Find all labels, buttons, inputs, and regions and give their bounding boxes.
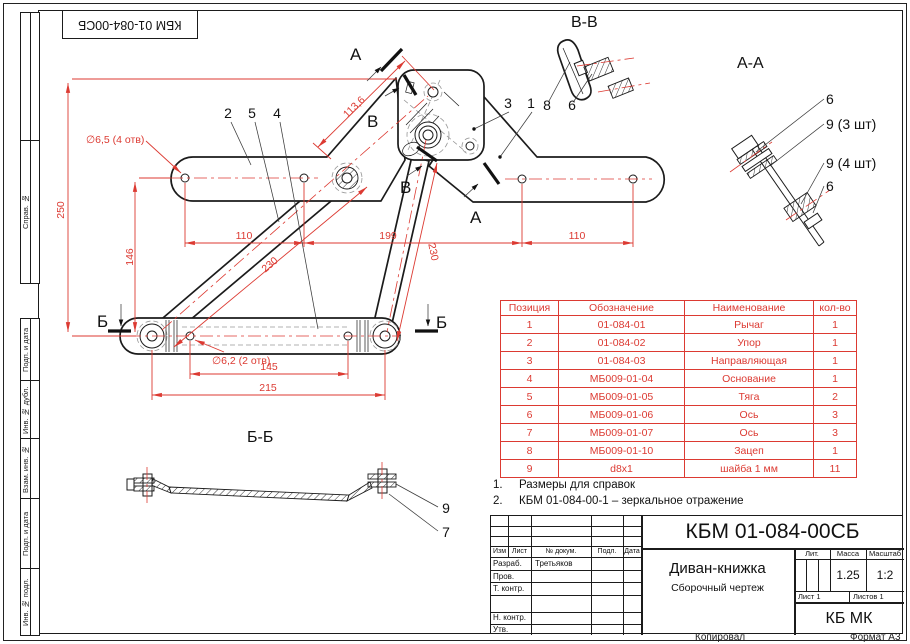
cell: 1 [501,316,559,334]
hub-hole-center [423,130,433,140]
cell: 1 [814,334,857,352]
side-label: Взам. инв. № [21,445,30,493]
section-letter-v-top: В [367,112,379,131]
arm-pivot-hole [342,173,352,183]
callout-6-bottom: 6 [826,178,834,194]
cell: Зацеп [685,442,814,460]
cell: 01-084-03 [559,352,685,370]
tb-label-nkontr: Н. контр. [493,613,527,622]
cell: МБ009-01-10 [559,442,685,460]
cell: МБ009-01-06 [559,406,685,424]
dim-230-right: 230 [425,242,441,262]
tb-label-masshtab: Масштаб [868,549,902,558]
note-number: 2. [493,495,503,507]
tb-label-prov: Пров. [493,572,515,581]
tb-label-razrab: Разраб. [493,559,522,568]
cell: 11 [814,460,857,478]
footer-format: Формат А3 [850,632,901,643]
note-text: КБМ 01-084-00-1 – зеркальное отражение [519,495,744,507]
tb-massa-value: 1.25 [836,568,860,582]
cell: Упор [685,334,814,352]
table-row [501,316,857,334]
tb-label-list: Лист [511,548,528,555]
cell: 3 [814,424,857,442]
upper-arm [171,78,405,201]
dim-height-146: 146 [124,248,136,266]
side-label: Инв. № дубл. [21,386,30,434]
col-name: Наименование [685,301,814,316]
side-label: Подп. и дата [21,327,30,373]
cell: Ось [685,406,814,424]
table-row [501,352,857,370]
view-bb [127,429,450,540]
side-label-sprav: Справ. № [21,194,30,230]
callout-6-top: 6 [826,91,834,107]
view-aa [730,55,876,246]
tb-sheets: Листов 1 [853,592,884,601]
cell: Рычаг [685,316,814,334]
tb-org: КБ МК [825,609,873,627]
dim-110-left: 110 [235,230,253,242]
bb-pin-right [378,469,387,493]
note-text: Размеры для справок [519,479,636,491]
dim-dia-6-2: ∅6,2 (2 отв) [212,355,271,367]
tb-designation: КБМ 01-084-00СБ [685,520,860,543]
cell: 01-084-01 [559,316,685,334]
table-row [501,424,857,442]
note-1 [493,477,893,493]
cell: 01-084-02 [559,334,685,352]
side-label: Инв. № подл. [21,578,30,626]
table-row [501,460,857,478]
view-aa-title: А-А [737,55,764,72]
cell: 6 [501,406,559,424]
footer-copied: Копировал [695,632,746,643]
callout-9-4: 9 (4 шт) [826,155,877,171]
callout-9-3: 9 (3 шт) [826,116,877,132]
section-letter-a-top: А [350,45,362,64]
pin-block [584,57,614,81]
cell: 9 [501,460,559,478]
bb-pin-left [143,474,152,496]
dim-dia-6-5: ∅6,5 (4 отв) [86,134,145,146]
tb-label-massa: Масса [836,549,860,558]
cell: 2 [814,388,857,406]
callout-4: 4 [273,105,281,121]
cell: МБ009-01-04 [559,370,685,388]
cell: шайба 1 мм [685,460,814,478]
side-label: Подп. и дата [21,511,30,557]
table-row [501,442,857,460]
cell: 2 [501,334,559,352]
cell: Основание [685,370,814,388]
table-row [501,370,857,388]
dim-110-right: 110 [568,230,586,242]
tb-doc-type: Сборочный чертеж [671,582,764,594]
tb-product-name: Диван-книжка [669,559,766,577]
cell: 1 [814,370,857,388]
bb-bar [169,487,349,501]
cell: 1 [814,316,857,334]
dim-199: 199 [379,230,397,242]
tb-label-podp: Подл. [597,548,617,555]
section-letter-a-bottom: А [470,208,482,227]
section-letter-b-right: Б [436,313,448,332]
tb-label-lit: Лит. [805,549,819,558]
dim-230-left: 230 [259,254,281,276]
cell: 1 [814,442,857,460]
tb-razrab-name: Третьяков [535,559,573,568]
col-position: Позиция [501,301,559,316]
table-row [501,334,857,352]
parts-table-header [501,301,857,316]
dim-145: 145 [260,361,278,373]
title-block [490,515,903,634]
cell: МБ009-01-05 [559,388,685,406]
view-vv-title: В-В [571,14,598,31]
parts-table [500,300,857,478]
note-number: 1. [493,479,503,491]
callout-2: 2 [224,105,232,121]
cell: 4 [501,370,559,388]
notes [493,477,893,509]
view-vv [543,14,650,113]
cell: 7 [501,424,559,442]
cell: 8 [501,442,559,460]
callout-7: 7 [442,524,450,540]
cell: 1 [814,352,857,370]
tb-label-data: Дата [624,548,640,555]
cell: 5 [501,388,559,406]
tb-label-utv: Утв. [493,625,509,634]
cell: МБ009-01-07 [559,424,685,442]
tb-scale-value: 1:2 [876,568,894,582]
view-bb-title: Б-Б [247,429,274,446]
col-qty: кол-во [814,301,857,316]
tb-label-ndok: № докум. [545,548,577,555]
section-letter-b-left: Б [97,312,109,331]
tb-label-izm: Изм [492,548,507,555]
top-stamp-code: КБМ 01-084-00СБ [78,17,182,32]
note-2 [493,493,893,509]
pin-block-2 [608,78,633,98]
table-row [501,388,857,406]
cell: Ось [685,424,814,442]
dim-height-250: 250 [55,201,67,219]
tb-sheet: Лист 1 [798,592,821,601]
section-letter-v-bottom: В [400,178,412,197]
cell: d8x1 [559,460,685,478]
callout-9: 9 [442,500,450,516]
cell: 3 [814,406,857,424]
callout-5: 5 [248,105,256,121]
callout-6: 6 [568,97,576,113]
col-designation: Обозначение [559,301,685,316]
hub-hole-right [466,142,474,150]
callout-8: 8 [543,97,551,113]
dim-215: 215 [259,382,277,394]
tb-label-tkontr: Т. контр. [493,584,525,593]
callout-3: 3 [504,95,512,111]
callout-1: 1 [527,95,535,111]
cell: 3 [501,352,559,370]
table-row [501,406,857,424]
dim-113-6: 113,6 [340,94,368,121]
cell: Тяга [685,388,814,406]
cell: Направляющая [685,352,814,370]
